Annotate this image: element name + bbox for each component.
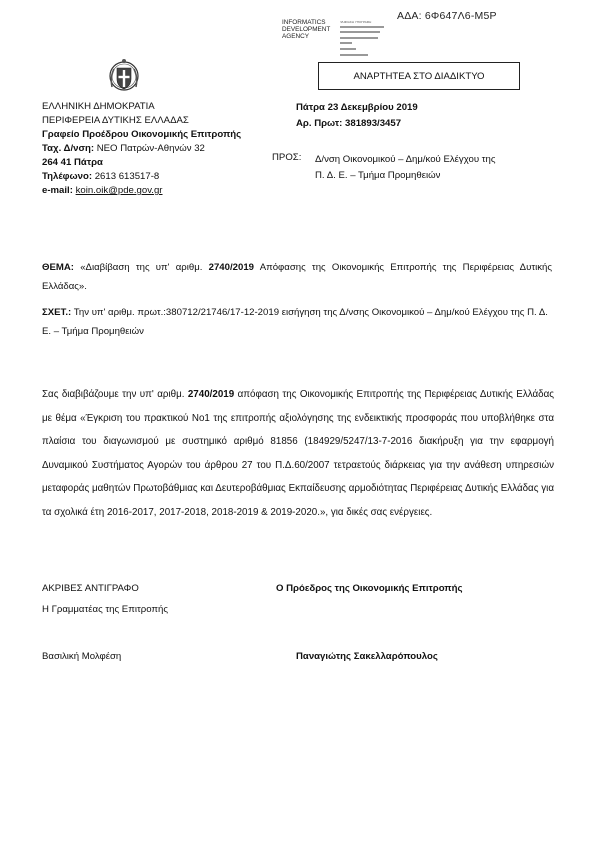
- ida-logo: [282, 19, 372, 40]
- sender-address: Ταχ. Δ/νση: ΝΕΟ Πατρών-Αθηνών 32: [42, 143, 205, 154]
- sender-postal: 264 41 Πάτρα: [42, 157, 103, 168]
- sender-block: [42, 100, 241, 198]
- secretary-title: Η Γραμματέας της Επιτροπής: [42, 604, 168, 615]
- body-paragraph: [42, 383, 554, 524]
- ida-logo-line1: INFORMATICS: [282, 19, 326, 26]
- body-decision-number: 2740/2019: [187, 389, 235, 400]
- subject-paragraph: [42, 258, 552, 296]
- ida-logo-line3: AGENCY: [282, 33, 309, 40]
- body-text-2: απόφαση της Οικονομικής Επιτροπής της Περιφέρειας Δυτικής Ελλάδας με θέμα «Έγκριση του πρακτικού Νο1 της επιτροπής αξιολόγησης της ενδεικτικής προσφοράς που υποβλήθηκε στα πλαίσια του διαγωνισμού με συστημικό αριθμό 81856 (184929/5247/13-7-2016 διακήρυξη για την εφαρμογή Δυναμικού Συστήματος Αγορών του άρθρου 27 του Π.Δ.60/2007 τετραετούς διάρκειας για την ανάθεση υπηρεσιών μεταφοράς μαθητών Πρωτοβάθμιας και Δευτεροβάθμιας Εκπαίδευσης αρμοδιότητας Περιφέρειας Δυτικής Ελλάδας για τα σχολικά έτη 2016-2017, 2017-2018, 2018-2019 & 2019-2020.», για δικές σας ενέργειες.: [42, 389, 554, 518]
- related-label: ΣΧΕΤ.:: [42, 307, 72, 318]
- subject-text-2: Απόφασης της Οικονομικής Επιτροπής της Περιφέρειας Δυτικής Ελλάδας».: [42, 262, 553, 292]
- recipient-line2: Π. Δ. Ε. – Τμήμα Προμηθειών: [315, 169, 441, 181]
- greek-emblem-icon: [108, 57, 140, 93]
- recipient-block: [315, 152, 496, 183]
- ada-code: ΑΔΑ: 6Φ647Λ6-Μ5Ρ: [397, 10, 497, 22]
- protocol-number: Αρ. Πρωτ: 381893/3457: [296, 118, 402, 129]
- sender-office: Γραφείο Προέδρου Οικονομικής Επιτροπής: [42, 129, 242, 140]
- related-text: Την υπ' αριθμ. πρωτ.:380712/21746/17-12-2019 εισήγηση της Δ/νσης Οικονομικού – Δημ/κού Ελέγχου της Π. Δ. Ε. – Τμήμα Προμηθειών: [42, 307, 548, 337]
- document-date: Πάτρα 23 Δεκεμβρίου 2019: [296, 102, 418, 113]
- sender-phone: Τηλέφωνο: 2613 613517-8: [42, 171, 160, 182]
- recipient-label: ΠΡΟΣ:: [272, 152, 302, 163]
- public-notice-label: ΑΝΑΡΤΗΤΕΑ ΣΤΟ ΔΙΑΔΙΚΤΥΟ: [353, 70, 485, 82]
- sender-country: ΕΛΛΗΝΙΚΗ ΔΗΜΟΚΡΑΤΙΑ: [42, 101, 155, 112]
- related-paragraph: [42, 303, 552, 341]
- body-text-1: Σας διαβιβάζουμε την υπ' αριθμ.: [42, 389, 185, 400]
- sender-email: e-mail: koin.oik@pde.gov.gr: [42, 185, 163, 196]
- date-block: [296, 100, 418, 132]
- certified-copy-label: ΑΚΡΙΒΕΣ ΑΝΤΙΓΡΑΦΟ: [42, 583, 139, 594]
- public-notice-box: [318, 62, 520, 90]
- president-title: Ο Πρόεδρος της Οικονομικής Επιτροπής: [276, 583, 463, 594]
- email-link[interactable]: koin.oik@pde.gov.gr: [75, 185, 163, 196]
- ida-logo-subtext: ΨΗΦΙΑΚΗ ΥΠΟΓΡΑΦΗ: [340, 21, 410, 58]
- subject-number: 2740/2019: [208, 262, 254, 273]
- subject-text-1: «Διαβίβαση της υπ' αριθμ.: [80, 262, 203, 273]
- secretary-name: Βασιλική Μολφέση: [42, 651, 122, 662]
- sender-region: ΠΕΡΙΦΕΡΕΙΑ ΔΥΤΙΚΗΣ ΕΛΛΑΔΑΣ: [42, 115, 189, 126]
- ida-logo-line2: DEVELOPMENT: [282, 26, 331, 33]
- recipient-line1: Δ/νση Οικονομικού – Δημ/κού Ελέγχου της: [315, 154, 496, 165]
- president-name: Παναγιώτης Σακελλαρόπουλος: [296, 651, 438, 662]
- subject-label: ΘΕΜΑ:: [42, 262, 74, 273]
